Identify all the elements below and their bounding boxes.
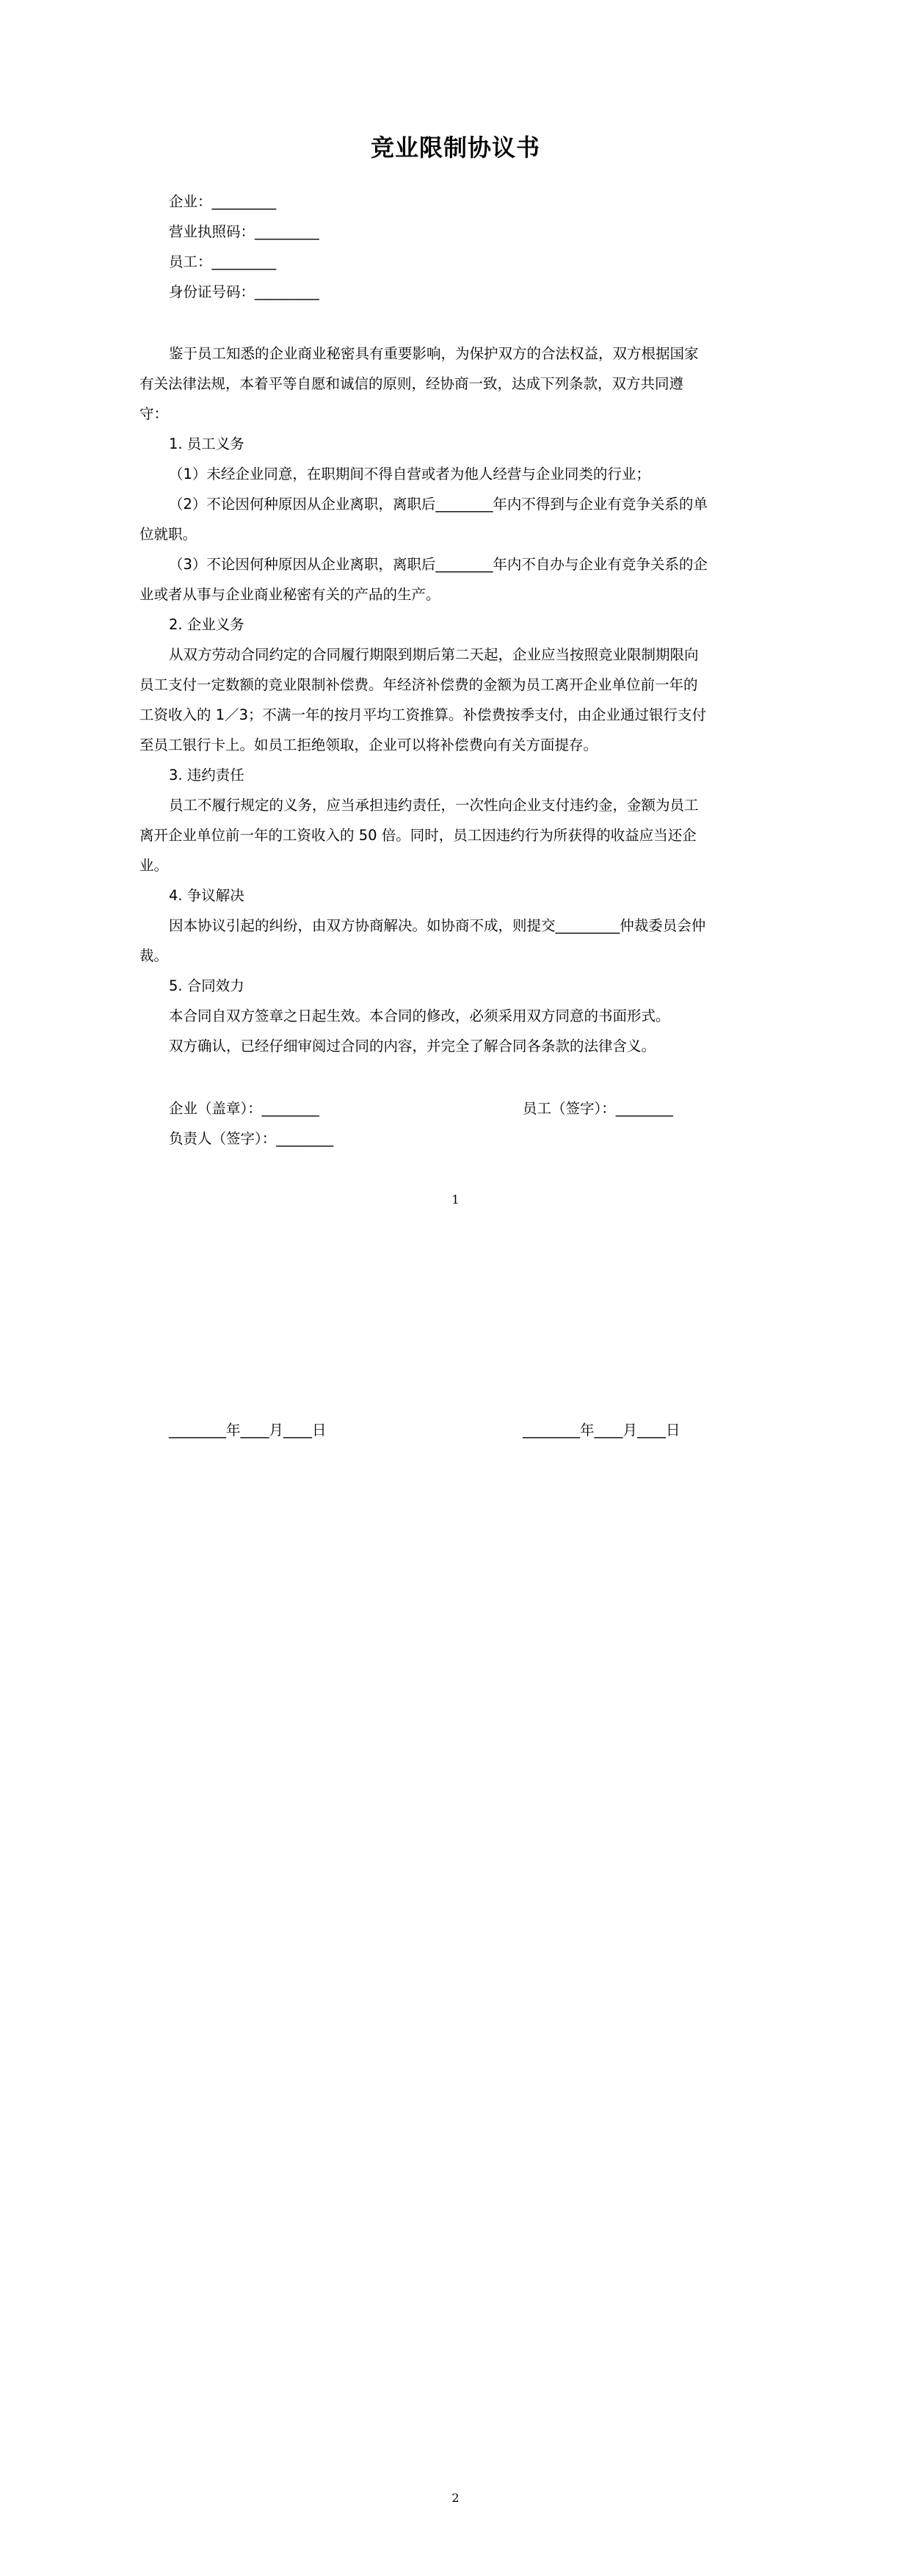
section-heading-dispute: 4. 争议解决 — [169, 887, 244, 904]
clause-text: 工资收入的 1／3；不满一年的按月平均工资推算。补偿费按季支付，由企业通过银行支付 — [139, 706, 707, 723]
clause-text: 裁。 — [139, 947, 169, 964]
section-heading-validity: 5. 合同效力 — [169, 977, 244, 994]
signature-principal: 负责人（签字）：________ — [169, 1130, 334, 1147]
field-employee: 员工：_________ — [169, 253, 277, 270]
clause-text: 员工不履行规定的义务，应当承担违约责任，一次性向企业支付违约金，金额为员工 — [169, 797, 699, 814]
clause-text: （1）未经企业同意，在职期间不得自营或者为他人经营与企业同类的行业； — [169, 466, 650, 482]
section-heading-company-obligations: 2. 企业义务 — [169, 616, 244, 633]
signature-employee: 员工（签字）：________ — [523, 1100, 673, 1117]
section-heading-liability: 3. 违约责任 — [169, 767, 244, 784]
clause-text: （3）不论因何种原因从企业离职，离职后________年内不自办与企业有竞争关系的企 — [169, 556, 708, 573]
clause-text: 员工支付一定数额的竞业限制补偿费。年经济补偿费的金额为员工离开企业单位前一年的 — [139, 676, 698, 693]
clause-text: 离开企业单位前一年的工资收入的 50 倍。同时，员工因违约行为所获得的收益应当还企 — [139, 827, 697, 844]
field-id-number: 身份证号码：_________ — [169, 283, 319, 300]
field-company: 企业：_________ — [169, 193, 277, 210]
clause-text: 业。 — [139, 857, 169, 874]
section-heading-employee-obligations: 1. 员工义务 — [169, 435, 244, 452]
clause-text: 位就职。 — [139, 526, 197, 543]
clause-text: 业或者从事与企业商业秘密有关的产品的生产。 — [139, 586, 440, 603]
field-business-license: 营业执照码：_________ — [169, 223, 319, 240]
signature-company: 企业（盖章）：________ — [169, 1100, 319, 1117]
page-number: 1 — [451, 1193, 460, 1206]
date-line-right: ________年____月____日 — [523, 1422, 680, 1439]
preamble-line: 守： — [139, 405, 169, 422]
clause-text: 本合同自双方签章之日起生效。本合同的修改，必须采用双方同意的书面形式。 — [169, 1007, 670, 1024]
clause-text: 因本协议引起的纠纷，由双方协商解决。如协商不成，则提交_________仲裁委员会仲 — [169, 917, 706, 934]
clause-text: 至员工银行卡上。如员工拒绝领取，企业可以将补偿费向有关方面提存。 — [139, 737, 598, 753]
date-line-left: ________年____月____日 — [169, 1422, 327, 1439]
clause-text: 从双方劳动合同约定的合同履行期限到期后第二天起，企业应当按照竞业限制期限向 — [169, 646, 699, 663]
clause-text: （2）不论因何种原因从企业离职，离职后________年内不得到与企业有竞争关系的单 — [169, 496, 708, 513]
preamble-line: 鉴于员工知悉的企业商业秘密具有重要影响，为保护双方的合法权益，双方根据国家 — [169, 345, 699, 362]
document-title: 竞业限制协议书 — [370, 134, 540, 162]
clause-text: 双方确认，已经仔细审阅过合同的内容，并完全了解合同各条款的法律含义。 — [169, 1038, 656, 1054]
page-number: 2 — [451, 2491, 460, 2505]
preamble-line: 有关法律法规，本着平等自愿和诚信的原则，经协商一致，达成下列条款，双方共同遵 — [139, 375, 684, 392]
